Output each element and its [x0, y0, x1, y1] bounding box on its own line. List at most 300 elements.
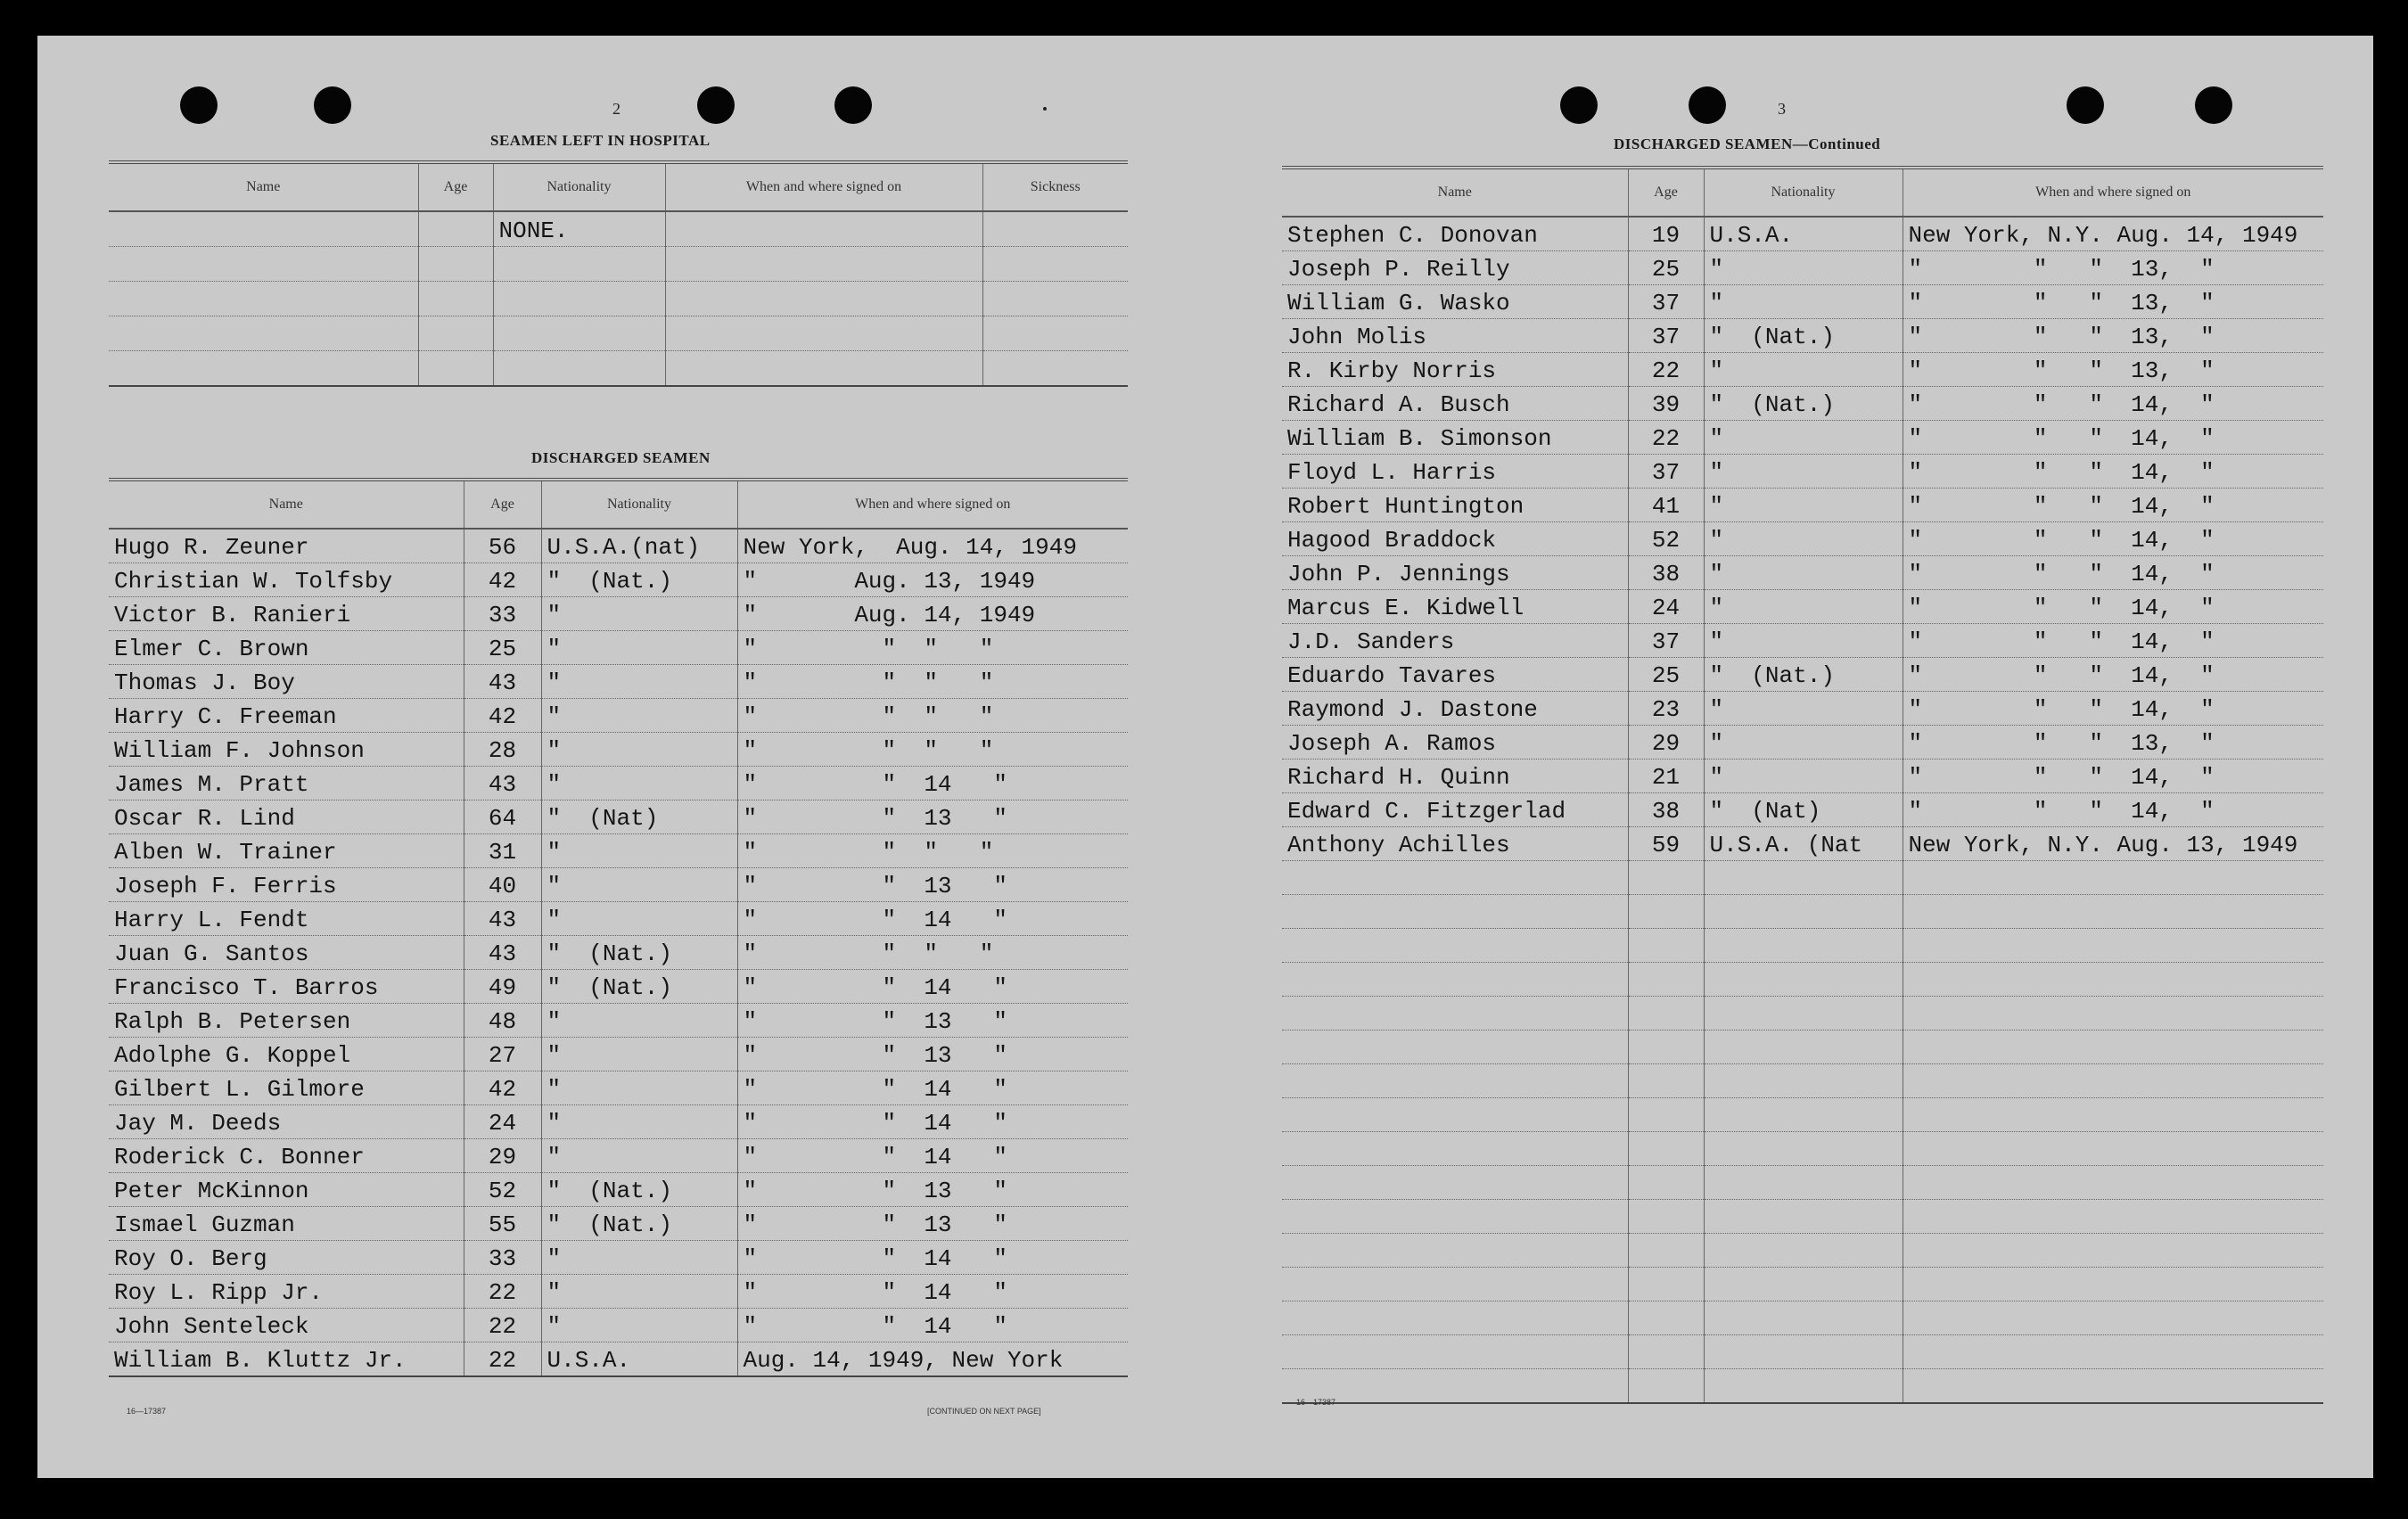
cell-age: 37	[1628, 455, 1704, 489]
table-row	[1282, 1030, 2323, 1064]
cell-age	[1628, 997, 1704, 1030]
cell-signed	[1903, 861, 2323, 895]
cell-nationality	[493, 282, 665, 316]
cell-age: 22	[464, 1309, 541, 1342]
column-header: Age	[464, 480, 541, 529]
table-row	[1282, 1268, 2323, 1301]
cell-name	[1282, 895, 1628, 929]
cell-signed: " " " 13, "	[1903, 251, 2323, 285]
page-number-right: 3	[1778, 100, 1786, 118]
cell-nationality: "	[541, 631, 737, 665]
cell-age	[1628, 895, 1704, 929]
punch-hole-icon	[180, 86, 218, 124]
cell-signed: " Aug. 13, 1949	[737, 563, 1128, 597]
cell-nationality: "	[541, 597, 737, 631]
cell-name: Adolphe G. Koppel	[109, 1038, 464, 1072]
cell-age	[1628, 1335, 1704, 1369]
cell-name: Roderick C. Bonner	[109, 1139, 464, 1173]
cell-nationality	[1704, 861, 1903, 895]
cell-signed	[665, 351, 982, 387]
table-row	[109, 1207, 1128, 1241]
cell-nationality	[1704, 1200, 1903, 1234]
cell-age: 33	[464, 597, 541, 631]
cell-nationality: " (Nat.)	[1704, 658, 1903, 692]
cell-nationality: "	[541, 1105, 737, 1139]
cell-nationality	[1704, 1098, 1903, 1132]
cell-nationality: "	[1704, 726, 1903, 760]
cell-name: Alben W. Trainer	[109, 834, 464, 868]
cell-nationality: "	[1704, 251, 1903, 285]
cell-signed: " " 14 "	[737, 902, 1128, 936]
column-header: Sickness	[982, 162, 1128, 211]
table-row	[1282, 1132, 2323, 1166]
cell-signed	[1903, 1030, 2323, 1064]
cell-name	[1282, 1234, 1628, 1268]
cell-name	[1282, 1098, 1628, 1132]
cell-age: 22	[464, 1342, 541, 1377]
cell-name: Thomas J. Boy	[109, 665, 464, 699]
cell-nationality: "	[541, 767, 737, 801]
cell-nationality: "	[1704, 624, 1903, 658]
cell-nationality: "	[541, 733, 737, 767]
cell-name: Jay M. Deeds	[109, 1105, 464, 1139]
cell-signed: New York, Aug. 14, 1949	[737, 529, 1128, 563]
cell-nationality: " (Nat.)	[541, 1207, 737, 1241]
cell-signed: " " " "	[737, 733, 1128, 767]
cell-name	[109, 247, 418, 282]
cell-name	[109, 211, 418, 247]
table-row	[109, 1275, 1128, 1309]
column-header: Name	[1282, 168, 1628, 217]
cell-signed: New York, N.Y. Aug. 14, 1949	[1903, 217, 2323, 251]
cell-age: 27	[464, 1038, 541, 1072]
table-row	[1282, 726, 2323, 760]
cell-signed: " " 13 "	[737, 1004, 1128, 1038]
cell-age: 43	[464, 902, 541, 936]
cell-signed	[1903, 1268, 2323, 1301]
table-row	[1282, 217, 2323, 251]
cell-name	[1282, 1064, 1628, 1098]
cell-age: 43	[464, 767, 541, 801]
table-row	[1282, 997, 2323, 1030]
table-row	[109, 1342, 1128, 1377]
cell-nationality: "	[1704, 692, 1903, 726]
cell-nationality: "	[1704, 489, 1903, 522]
cell-nationality: "	[541, 1275, 737, 1309]
cell-age: 38	[1628, 793, 1704, 827]
cell-nationality: " (Nat)	[1704, 793, 1903, 827]
title-main: DISCHARGED SEAMEN	[1614, 135, 1793, 152]
cell-nationality: " (Nat.)	[1704, 319, 1903, 353]
cell-signed: " " " 13, "	[1903, 319, 2323, 353]
cell-nationality: U.S.A.(nat)	[541, 529, 737, 563]
table-row	[1282, 1335, 2323, 1369]
cell-nationality: " (Nat.)	[1704, 387, 1903, 421]
cell-age: 42	[464, 563, 541, 597]
cell-age: 38	[1628, 556, 1704, 590]
table-row	[109, 868, 1128, 902]
cell-name	[109, 351, 418, 387]
cell-signed: " " 14 "	[737, 1241, 1128, 1275]
cell-signed: " " " 14, "	[1903, 455, 2323, 489]
table-row	[109, 563, 1128, 597]
punch-hole-icon	[314, 86, 351, 124]
cell-age	[1628, 1234, 1704, 1268]
cell-nationality	[1704, 929, 1903, 963]
cell-name	[1282, 1166, 1628, 1200]
cell-signed: " " " 14, "	[1903, 793, 2323, 827]
cell-age: 24	[464, 1105, 541, 1139]
cell-signed: " " " 14, "	[1903, 489, 2323, 522]
cell-age	[1628, 1301, 1704, 1335]
cell-name: Ismael Guzman	[109, 1207, 464, 1241]
cell-nationality	[1704, 895, 1903, 929]
cell-age	[1628, 1098, 1704, 1132]
column-header: Nationality	[541, 480, 737, 529]
cell-age: 22	[1628, 421, 1704, 455]
table-row	[109, 1241, 1128, 1275]
cell-nationality	[493, 316, 665, 351]
cell-age	[1628, 1064, 1704, 1098]
cell-nationality: U.S.A.	[541, 1342, 737, 1377]
cell-nationality	[1704, 963, 1903, 997]
cell-signed	[1903, 963, 2323, 997]
cell-nationality: "	[1704, 590, 1903, 624]
cell-signed: New York, N.Y. Aug. 13, 1949	[1903, 827, 2323, 861]
punch-hole-icon	[2067, 86, 2104, 124]
table-row	[1282, 285, 2323, 319]
table-row	[1282, 1064, 2323, 1098]
cell-signed: " " " "	[737, 665, 1128, 699]
table-row	[109, 834, 1128, 868]
table-row	[1282, 556, 2323, 590]
cell-age: 39	[1628, 387, 1704, 421]
cell-name	[1282, 1335, 1628, 1369]
cell-name: Anthony Achilles	[1282, 827, 1628, 861]
table-row	[1282, 760, 2323, 793]
table-row	[1282, 387, 2323, 421]
cell-nationality	[1704, 1268, 1903, 1301]
cell-age: 31	[464, 834, 541, 868]
cell-signed: " " " "	[737, 834, 1128, 868]
cell-name	[109, 282, 418, 316]
cell-signed	[1903, 1234, 2323, 1268]
cell-name: Hagood Braddock	[1282, 522, 1628, 556]
cell-name: Joseph A. Ramos	[1282, 726, 1628, 760]
column-header: When and where signed on	[1903, 168, 2323, 217]
cell-name: Stephen C. Donovan	[1282, 217, 1628, 251]
table-row	[1282, 827, 2323, 861]
cell-name: Joseph P. Reilly	[1282, 251, 1628, 285]
cell-name: Raymond J. Dastone	[1282, 692, 1628, 726]
form-number-right: 16—17387	[1296, 1398, 1336, 1407]
punch-hole-icon	[697, 86, 735, 124]
cell-name: Richard H. Quinn	[1282, 760, 1628, 793]
cell-name: Edward C. Fitzgerlad	[1282, 793, 1628, 827]
cell-age	[1628, 861, 1704, 895]
cell-age: 33	[464, 1241, 541, 1275]
cell-sickness	[982, 351, 1128, 387]
cell-age: 59	[1628, 827, 1704, 861]
cell-age: 42	[464, 699, 541, 733]
cell-name: Roy O. Berg	[109, 1241, 464, 1275]
table-row	[109, 1038, 1128, 1072]
cell-age	[1628, 1200, 1704, 1234]
cell-age: 22	[1628, 353, 1704, 387]
cell-signed: " " " 14, "	[1903, 624, 2323, 658]
cell-signed	[1903, 1335, 2323, 1369]
cell-signed	[1903, 1200, 2323, 1234]
table-row	[109, 936, 1128, 970]
cell-nationality: U.S.A.	[1704, 217, 1903, 251]
cell-name: James M. Pratt	[109, 767, 464, 801]
hospital-table	[109, 160, 1128, 387]
cell-age: 52	[464, 1173, 541, 1207]
cell-name: Harry L. Fendt	[109, 902, 464, 936]
column-header: Nationality	[1704, 168, 1903, 217]
table-row	[1282, 963, 2323, 997]
cell-age: 37	[1628, 285, 1704, 319]
cell-signed: " " 13 "	[737, 1038, 1128, 1072]
cell-age: 43	[464, 665, 541, 699]
cell-name: Robert Huntington	[1282, 489, 1628, 522]
cell-nationality: "	[541, 1072, 737, 1105]
cell-signed: " " " 14, "	[1903, 658, 2323, 692]
cell-signed	[1903, 1132, 2323, 1166]
cell-nationality: "	[541, 665, 737, 699]
cell-age	[1628, 1030, 1704, 1064]
table-row	[109, 247, 1128, 282]
cell-signed	[1903, 1166, 2323, 1200]
cell-name	[1282, 997, 1628, 1030]
cell-name	[1282, 963, 1628, 997]
cell-signed	[1903, 1301, 2323, 1335]
table-row	[109, 529, 1128, 563]
table-row	[109, 597, 1128, 631]
column-header: Name	[109, 162, 418, 211]
cell-name: J.D. Sanders	[1282, 624, 1628, 658]
cell-name: John Molis	[1282, 319, 1628, 353]
cell-name: Christian W. Tolfsby	[109, 563, 464, 597]
cell-age: 49	[464, 970, 541, 1004]
cell-signed: " " 14 "	[737, 767, 1128, 801]
cell-age	[418, 351, 493, 387]
table-row	[109, 902, 1128, 936]
cell-age: 48	[464, 1004, 541, 1038]
cell-age	[418, 211, 493, 247]
cell-nationality: "	[541, 1038, 737, 1072]
cell-age	[418, 316, 493, 351]
page-number-left: 2	[612, 100, 620, 118]
cell-nationality: "	[1704, 353, 1903, 387]
punch-hole-icon	[834, 86, 872, 124]
cell-name: Joseph F. Ferris	[109, 868, 464, 902]
cell-age	[1628, 1369, 1704, 1404]
form-number-left: 16—17387	[127, 1407, 167, 1416]
table-row	[109, 1072, 1128, 1105]
title-suffix: —Continued	[1792, 135, 1881, 152]
column-header: Name	[109, 480, 464, 529]
table-row	[1282, 421, 2323, 455]
table-row	[1282, 861, 2323, 895]
column-header: When and where signed on	[737, 480, 1128, 529]
table-row	[109, 1173, 1128, 1207]
cell-nationality	[1704, 1301, 1903, 1335]
table-row	[1282, 1234, 2323, 1268]
cell-signed	[665, 316, 982, 351]
punch-hole-icon	[1560, 86, 1598, 124]
punch-hole-icon	[1689, 86, 1726, 124]
table-row	[109, 1309, 1128, 1342]
table-row	[1282, 522, 2323, 556]
document-sheet	[37, 36, 2373, 1478]
cell-name: Richard A. Busch	[1282, 387, 1628, 421]
cell-signed: " " 13 "	[737, 801, 1128, 834]
cell-nationality: " (Nat.)	[541, 970, 737, 1004]
cell-nationality	[1704, 1369, 1903, 1404]
cell-age: 42	[464, 1072, 541, 1105]
cell-nationality: "	[541, 1139, 737, 1173]
table-row	[109, 316, 1128, 351]
cell-signed: Aug. 14, 1949, New York	[737, 1342, 1128, 1377]
table-row	[109, 970, 1128, 1004]
cell-age: 28	[464, 733, 541, 767]
cell-signed: " " " 14, "	[1903, 760, 2323, 793]
table-row	[1282, 455, 2323, 489]
cell-signed: " " 14 "	[737, 1105, 1128, 1139]
cell-nationality: " (Nat)	[541, 801, 737, 834]
cell-signed: " " " 13, "	[1903, 726, 2323, 760]
table-row	[109, 1139, 1128, 1173]
cell-signed: " " " 13, "	[1903, 353, 2323, 387]
cell-nationality: "	[1704, 760, 1903, 793]
cell-age: 25	[1628, 251, 1704, 285]
punch-hole-icon	[2195, 86, 2232, 124]
cell-signed: " Aug. 14, 1949	[737, 597, 1128, 631]
cell-signed: " " " 14, "	[1903, 522, 2323, 556]
table-row	[1282, 895, 2323, 929]
table-row	[109, 801, 1128, 834]
cell-name: Floyd L. Harris	[1282, 455, 1628, 489]
cell-age	[418, 282, 493, 316]
cell-name	[1282, 1268, 1628, 1301]
column-header: When and where signed on	[665, 162, 982, 211]
cell-age: 37	[1628, 624, 1704, 658]
cell-age	[418, 247, 493, 282]
cell-name: Ralph B. Petersen	[109, 1004, 464, 1038]
table-row	[109, 733, 1128, 767]
cell-signed: " " " "	[737, 699, 1128, 733]
cell-name: Harry C. Freeman	[109, 699, 464, 733]
cell-age: 29	[464, 1139, 541, 1173]
cell-signed: " " 13 "	[737, 1207, 1128, 1241]
cell-nationality: NONE.	[493, 211, 665, 247]
discharged-section-title: DISCHARGED SEAMEN	[531, 449, 711, 466]
cell-sickness	[982, 211, 1128, 247]
table-row	[109, 211, 1128, 247]
cell-name	[1282, 861, 1628, 895]
table-row	[1282, 692, 2323, 726]
cell-nationality: "	[1704, 522, 1903, 556]
cell-name: Marcus E. Kidwell	[1282, 590, 1628, 624]
table-row	[1282, 624, 2323, 658]
cell-age	[1628, 963, 1704, 997]
cell-age: 29	[1628, 726, 1704, 760]
cell-name: Eduardo Tavares	[1282, 658, 1628, 692]
table-row	[109, 665, 1128, 699]
cell-signed: " " 13 "	[737, 868, 1128, 902]
cell-signed: " " 14 "	[737, 970, 1128, 1004]
cell-signed: " " 14 "	[737, 1072, 1128, 1105]
cell-name: Hugo R. Zeuner	[109, 529, 464, 563]
cell-age	[1628, 1132, 1704, 1166]
cell-nationality: "	[541, 1004, 737, 1038]
cell-age: 19	[1628, 217, 1704, 251]
cell-nationality	[1704, 1335, 1903, 1369]
table-row	[109, 351, 1128, 387]
cell-name: William B. Kluttz Jr.	[109, 1342, 464, 1377]
cell-sickness	[982, 316, 1128, 351]
cell-name	[1282, 1301, 1628, 1335]
table-row	[1282, 251, 2323, 285]
cell-nationality	[1704, 1166, 1903, 1200]
cell-signed: " " " 14, "	[1903, 387, 2323, 421]
table-row	[1282, 658, 2323, 692]
cell-name	[1282, 1030, 1628, 1064]
cell-nationality: "	[541, 902, 737, 936]
cell-age: 43	[464, 936, 541, 970]
table-row	[1282, 1166, 2323, 1200]
cell-name: Elmer C. Brown	[109, 631, 464, 665]
cell-name: Juan G. Santos	[109, 936, 464, 970]
cell-name: William G. Wasko	[1282, 285, 1628, 319]
cell-signed: " " 14 "	[737, 1309, 1128, 1342]
cell-age: 56	[464, 529, 541, 563]
cell-nationality: " (Nat.)	[541, 563, 737, 597]
cell-signed: " " " 14, "	[1903, 556, 2323, 590]
cell-nationality: "	[541, 834, 737, 868]
cell-age: 25	[1628, 658, 1704, 692]
cell-name: Victor B. Ranieri	[109, 597, 464, 631]
table-row	[1282, 590, 2323, 624]
table-row	[1282, 489, 2323, 522]
hospital-section-title: SEAMEN LEFT IN HOSPITAL	[490, 132, 711, 149]
cell-signed: " " 14 "	[737, 1275, 1128, 1309]
cell-name	[1282, 1132, 1628, 1166]
cell-age	[1628, 1268, 1704, 1301]
cell-signed: " " 13 "	[737, 1173, 1128, 1207]
column-header: Age	[1628, 168, 1704, 217]
cell-age: 52	[1628, 522, 1704, 556]
cell-nationality: "	[541, 1241, 737, 1275]
cell-signed	[665, 211, 982, 247]
discharged-continued-title	[1614, 135, 1880, 153]
table-row	[109, 1004, 1128, 1038]
cell-nationality: "	[1704, 285, 1903, 319]
cell-nationality	[1704, 1132, 1903, 1166]
cell-nationality	[493, 247, 665, 282]
cell-age: 22	[464, 1275, 541, 1309]
table-row	[1282, 929, 2323, 963]
cell-nationality: U.S.A. (Nat	[1704, 827, 1903, 861]
cell-signed	[665, 282, 982, 316]
cell-signed	[1903, 997, 2323, 1030]
cell-signed	[1903, 1064, 2323, 1098]
cell-nationality	[1704, 1030, 1903, 1064]
table-row	[1282, 1098, 2323, 1132]
cell-age: 23	[1628, 692, 1704, 726]
cell-name: Roy L. Ripp Jr.	[109, 1275, 464, 1309]
